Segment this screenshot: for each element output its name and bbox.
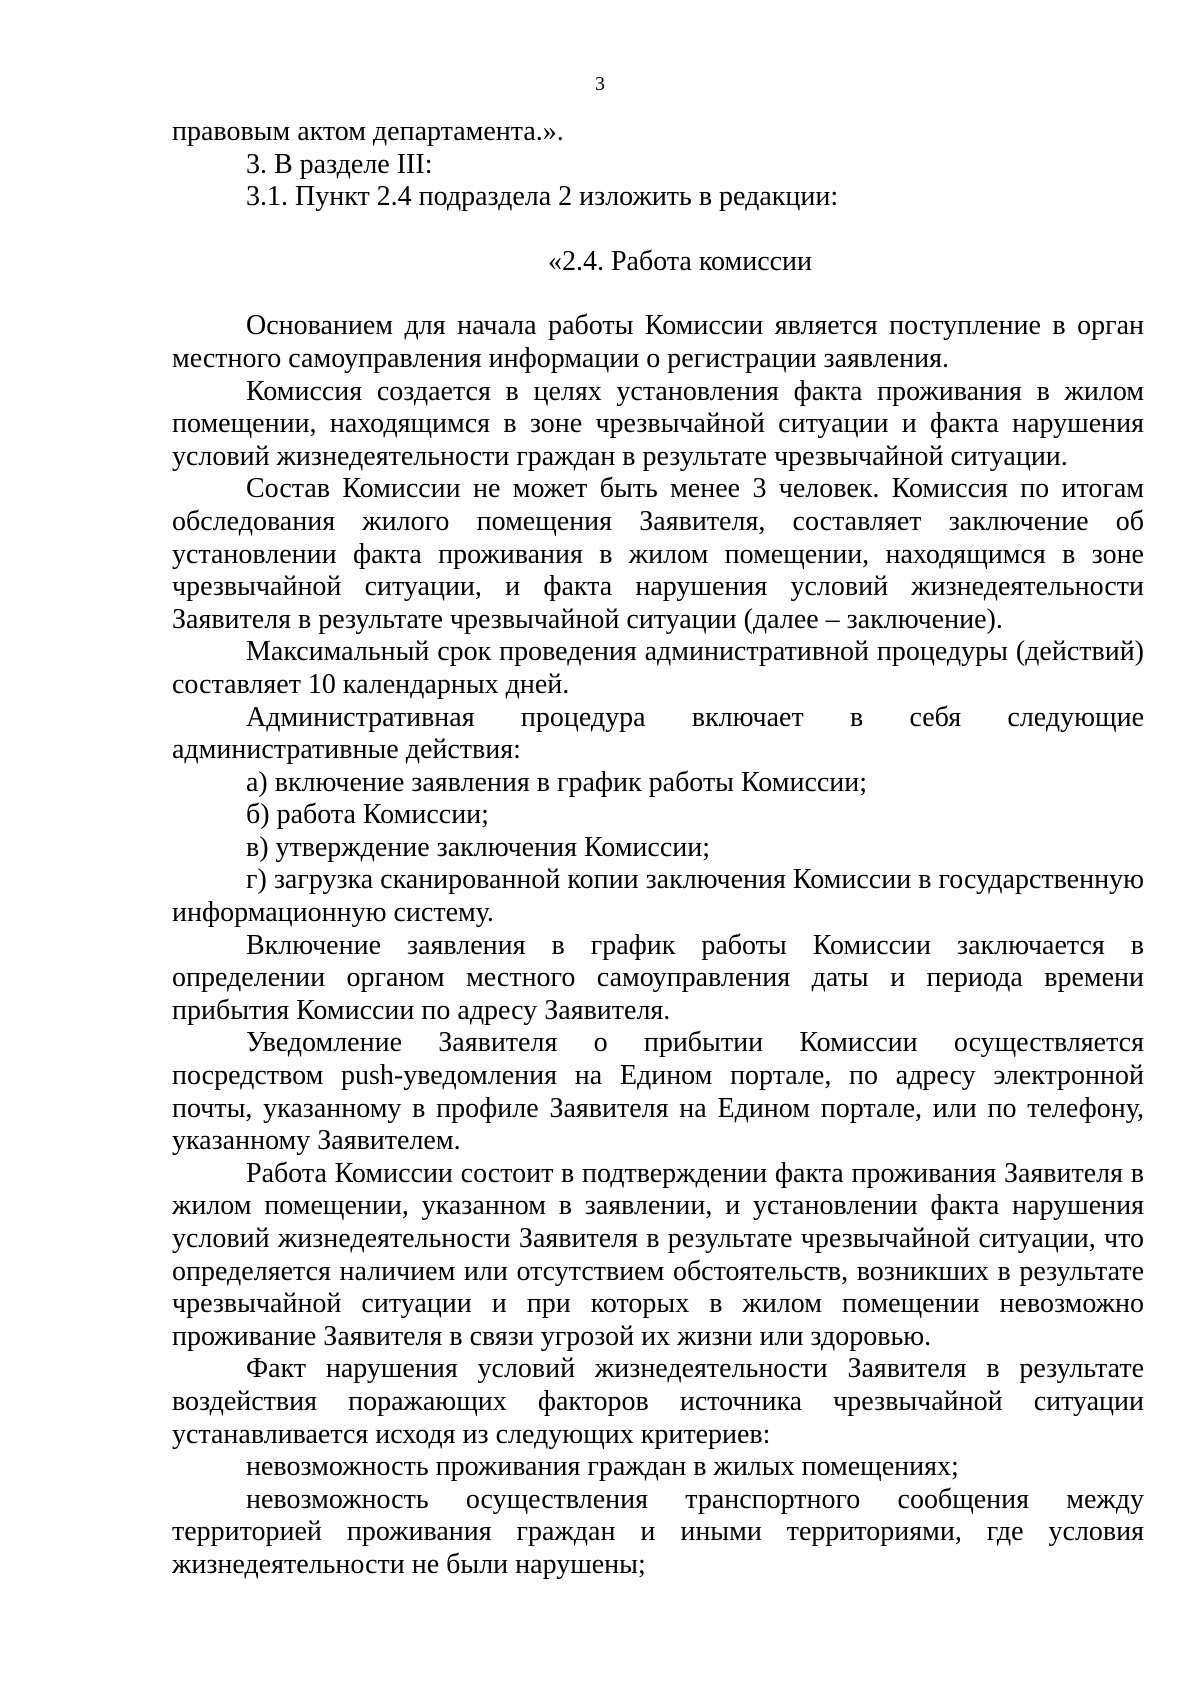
paragraph-schedule: Включение заявления в график работы Комиссии заключается в определении органом местного самоуправления даты и периода времени прибытия Комиссии по адресу Заявителя. [172,929,1144,1026]
paragraph-commission-composition: Состав Комиссии не может быть менее 3 человек. Комиссия по итогам обследования жилого помещения Заявителя, составляет заключение об установлении факта проживания в жилом помещении, находящимся в зоне чрезвычайной ситуации, и факта нарушения условий жизнедеятельности Заявителя в результате чрезвычайной ситуации (далее – заключение). [172,473,1144,635]
paragraph-commission-work: Работа Комиссии состоит в подтверждении факта проживания Заявителя в жилом помещении, указанном в заявлении, и установлении факта нарушения условий жизнедеятельности Заявителя в результате чрезвычайной ситуации, что определяется наличием или отсутствием обстоятельств, возникших в результате чрезвычайной ситуации и при которых в жилом помещении невозможно проживание Заявителя в связи угрозой их жизни или здоровью. [172,1157,1144,1352]
paragraph-commission-purpose: Комиссия создается в целях установления факта проживания в жилом помещении, находящимся в зоне чрезвычайной ситуации и факта нарушения условий жизнедеятельности граждан в результате чрезвычайной ситуации. [172,375,1144,472]
paragraph-basis: Основанием для начала работы Комиссии является поступление в орган местного самоуправления информации о регистрации заявления. [172,310,1144,374]
paragraph-section-3: 3. В разделе III: [246,148,433,180]
list-item-b: б) работа Комиссии; [246,799,489,831]
paragraph-procedure-actions: Административная процедура включает в себя следующие административные действия: [172,701,1144,766]
paragraph-notification: Уведомление Заявителя о прибытии Комиссии осуществляется посредством push-уведомления на Едином портале, по адресу электронной почты, указанному в профиле Заявителя на Едином портале, или по телефону, указанному Заявителем. [172,1027,1144,1157]
paragraph-item-3-1: 3.1. Пункт 2.4 подраздела 2 изложить в редакции: [246,181,839,213]
spacer [172,278,1144,310]
document-body [172,116,1144,1582]
paragraph-continuation: правовым актом департамента.». [172,116,564,147]
section-heading: «2.4. Работа комиссии [547,245,813,277]
criterion-transport: невозможность осуществления транспортного сообщения между территорией проживания граждан и иными территориями, где условия жизнедеятельности не были нарушены; [172,1483,1144,1580]
paragraph-max-term: Максимальный срок проведения административной процедуры (действий) составляет 10 календарных дней. [172,636,1144,700]
page-number: 3 [595,73,605,95]
criterion-housing: невозможность проживания граждан в жилых помещениях; [246,1451,959,1483]
list-item-v: в) утверждение заключения Комиссии; [246,831,711,863]
paragraph-criteria-intro: Факт нарушения условий жизнедеятельности Заявителя в результате воздействия поражающих факторов источника чрезвычайной ситуации устанавливается исходя из следующих критериев: [172,1353,1144,1450]
spacer [172,214,1144,246]
list-item-g: г) загрузка сканированной копии заключения Комиссии в государственную информационную систему. [172,864,1144,929]
list-item-a: а) включение заявления в график работы Комиссии; [246,766,868,798]
